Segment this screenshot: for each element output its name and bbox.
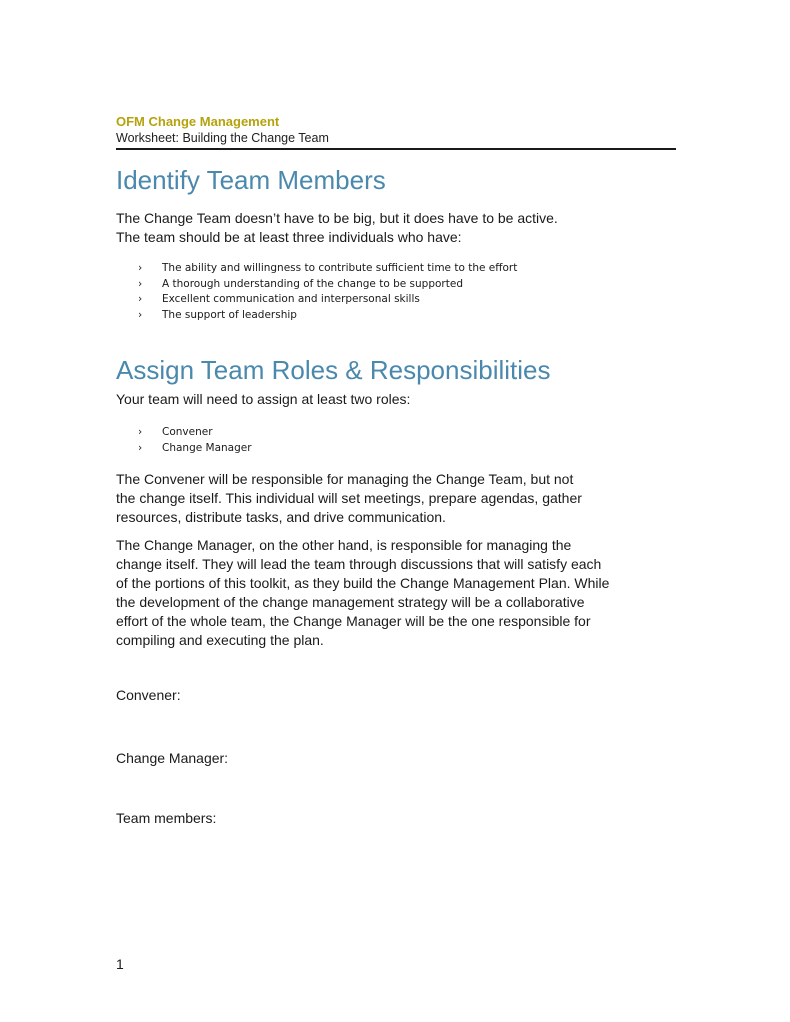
header-divider [116, 148, 676, 150]
intro-line: The Change Team doesn’t have to be big, but it does have to be active. [116, 210, 558, 226]
list-item: › A thorough understanding of the change to be supported [116, 277, 517, 293]
paragraph-line: compiling and executing the plan. [116, 632, 324, 648]
roles-list [116, 425, 252, 456]
list-item: › Change Manager [116, 441, 252, 457]
convener-description [116, 470, 676, 527]
list-item: › The support of leadership [116, 308, 517, 324]
paragraph-line: The Convener will be responsible for managing the Change Team, but not [116, 471, 574, 487]
section2-intro: Your team will need to assign at least two roles: [116, 391, 411, 407]
worksheet-subtitle: Worksheet: Building the Change Team [116, 131, 329, 145]
bullet-icon: › [138, 262, 143, 274]
bullet-icon: › [138, 426, 143, 438]
section-heading-identify: Identify Team Members [116, 165, 386, 195]
bullet-icon: › [138, 277, 143, 290]
bullet-icon: › [138, 308, 143, 321]
paragraph-line: change itself. They will lead the team through discussions that will satisfy each [116, 556, 602, 572]
convener-field-label: Convener: [116, 687, 181, 703]
intro-line: The team should be at least three individuals who have: [116, 229, 462, 245]
section-heading-roles: Assign Team Roles & Responsibilities [116, 355, 551, 385]
org-title: OFM Change Management [116, 114, 280, 129]
paragraph-line: resources, distribute tasks, and drive communication. [116, 509, 446, 525]
section1-intro [116, 209, 676, 247]
paragraph-line: The Change Manager, on the other hand, is responsible for managing the [116, 537, 572, 553]
bullet-icon: › [138, 293, 143, 305]
paragraph-line: effort of the whole team, the Change Manager will be the one responsible for [116, 613, 591, 629]
team-members-field-label: Team members: [116, 810, 217, 826]
paragraph-line: the development of the change management strategy will be a collaborative [116, 594, 585, 610]
list-item: › The ability and willingness to contribute sufficient time to the effort [116, 261, 517, 277]
bullet-icon: › [138, 441, 143, 454]
manager-description [116, 536, 676, 650]
change-manager-field-label: Change Manager: [116, 750, 229, 766]
list-item: › Convener [116, 425, 252, 441]
qualities-list [116, 261, 517, 323]
page-number: 1 [116, 956, 124, 972]
paragraph-line: the change itself. This individual will set meetings, prepare agendas, gather [116, 490, 582, 506]
document-header [116, 114, 676, 146]
list-item: › Excellent communication and interpersonal skills [116, 292, 517, 308]
paragraph-line: of the portions of this toolkit, as they build the Change Management Plan. While [116, 575, 610, 591]
